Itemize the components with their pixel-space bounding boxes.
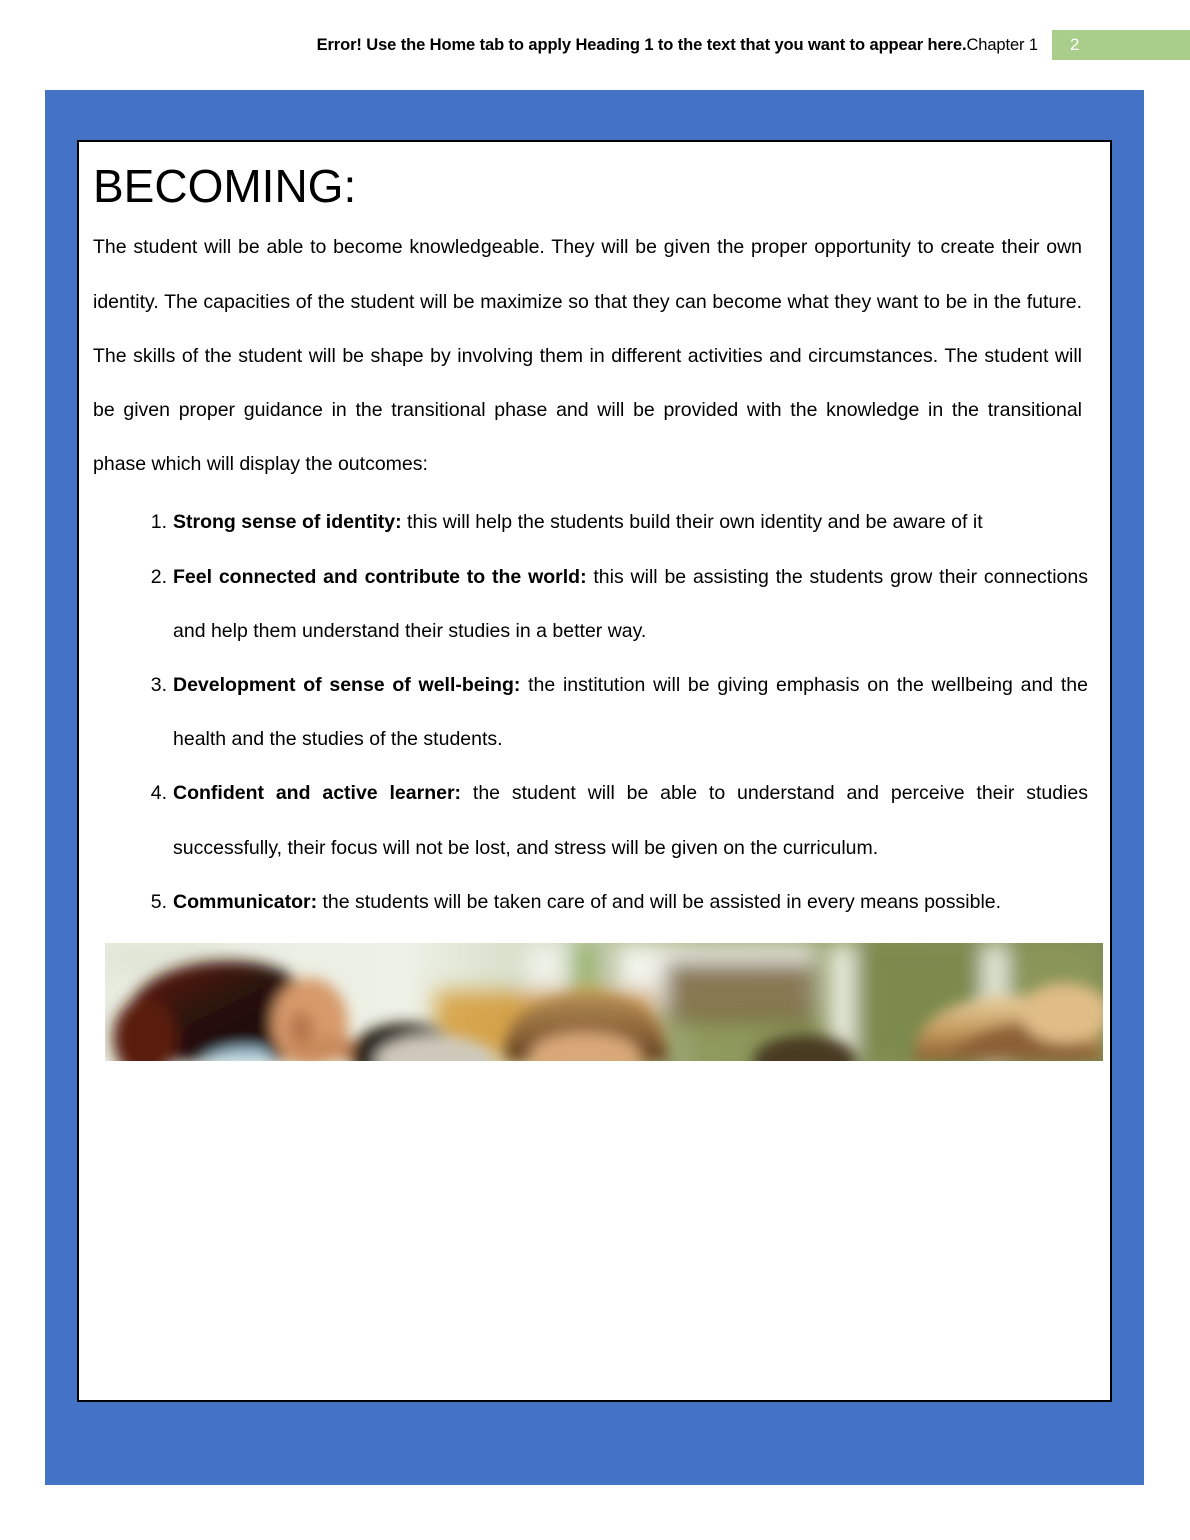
list-item bbox=[93, 658, 1088, 766]
list-item-term: Feel connected and contribute to the world: bbox=[173, 565, 587, 588]
list-item-marker: 5. bbox=[150, 890, 167, 913]
header-chapter-text: Chapter 1 bbox=[966, 35, 1038, 54]
list-item-text: this will help the students build their own identity and be aware of it bbox=[401, 511, 983, 534]
content-box bbox=[77, 140, 1112, 1402]
list-item-marker: 4. bbox=[150, 782, 167, 805]
page-number-badge bbox=[1052, 30, 1190, 60]
list-item-text: the students will be taken care of and will be assisted in every means possible. bbox=[317, 890, 1002, 913]
list-item-text: the student will be able to understand and perceive their studies successfully, their focus will not be lost, and stress will be given on the curriculum. bbox=[173, 782, 1088, 859]
classroom-photo-graphic bbox=[105, 943, 1103, 1061]
classroom-students-photo bbox=[105, 943, 1103, 1061]
list-item bbox=[93, 766, 1088, 874]
outcomes-list bbox=[93, 495, 1088, 929]
list-item bbox=[93, 495, 1088, 549]
list-item-text: the institution will be giving emphasis on the wellbeing and the health and the studies of the students. bbox=[173, 673, 1088, 751]
header-error-text: Error! Use the Home tab to apply Heading 1 to the text that you want to appear here. bbox=[316, 35, 967, 54]
page-border-frame bbox=[45, 90, 1144, 1485]
list-item-marker: 1. bbox=[150, 511, 167, 534]
list-item-term: Communicator: bbox=[173, 890, 318, 913]
list-item-marker: 2. bbox=[150, 565, 167, 588]
list-item-term: Development of sense of well-being: bbox=[173, 673, 521, 696]
list-item bbox=[93, 550, 1088, 658]
list-item bbox=[93, 875, 1088, 929]
body-paragraph: The student will be able to become knowledgeable. They will be given the proper opportunity to create their own identity. The capacities of the student will be maximize so that they can become what they want to be in the future. The skills of the student will be shape by involving them in different activities and circumstances. The student will be given proper guidance in the transitional phase and will be provided with the knowledge in the transitional phase which will display the outcomes: bbox=[93, 236, 1082, 476]
page-number-value: 2 bbox=[1070, 35, 1080, 54]
list-item-term: Confident and active learner: bbox=[173, 782, 462, 805]
page-title: BECOMING: bbox=[93, 160, 357, 212]
list-item-marker: 3. bbox=[150, 673, 167, 696]
page-header bbox=[0, 0, 1190, 90]
list-item-term: Strong sense of identity: bbox=[173, 511, 402, 534]
list-item-text: this will be assisting the students grow their connections and help them understand their studies in a better way. bbox=[173, 565, 1088, 642]
header-title bbox=[317, 36, 1038, 55]
